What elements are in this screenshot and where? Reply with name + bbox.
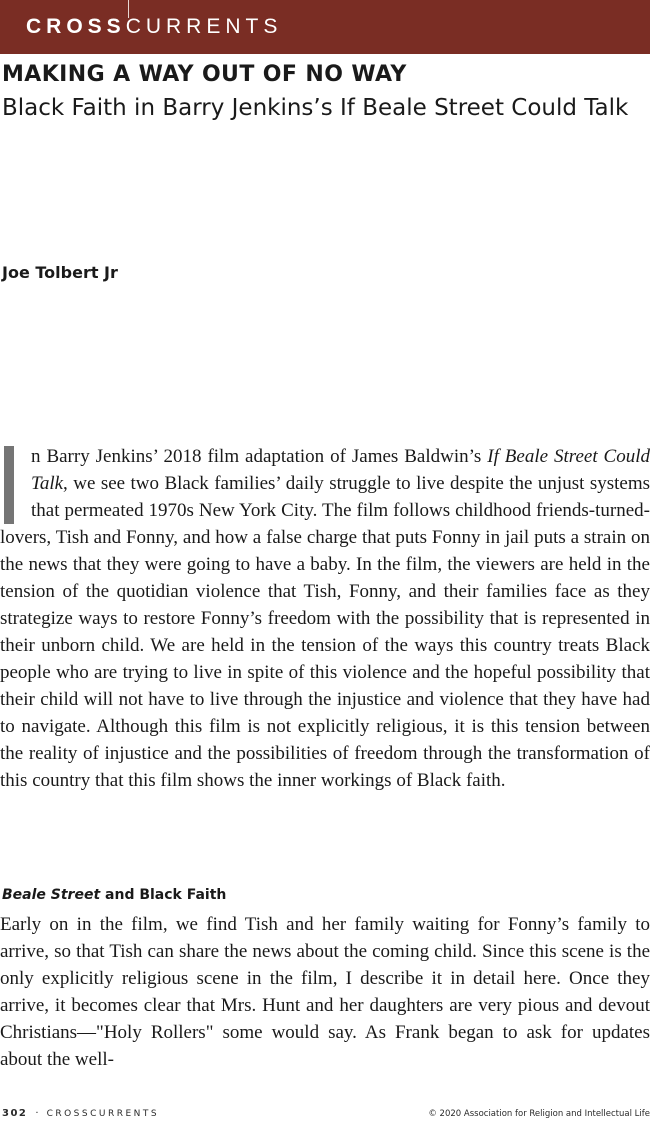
journal-header-banner bbox=[0, 0, 650, 54]
article-title: MAKING A WAY OUT OF NO WAY bbox=[2, 62, 407, 87]
journal-name bbox=[26, 16, 282, 37]
paragraph-1-start: n Barry Jenkins’ 2018 film adaptation of James Baldwin’s bbox=[31, 446, 488, 467]
footer-journal-name: CROSSCURRENTS bbox=[46, 1109, 160, 1119]
body-paragraph-2: Early on in the film, we find Tish and her family waiting for Fonny’s family to arrive, so that Tish can share the news about the coming child. Since this scene is the only explicitly religious scene in the film, I describe it in detail here. Once they arrive, it becomes clear that Mrs. Hunt and her daughters are very pious and devout Christians—"Holy Rollers" some would say. As Frank began to ask for updates about the well- bbox=[0, 914, 650, 1070]
film-title: If Beale Street Could Talk bbox=[31, 446, 650, 494]
section-heading-rest: and Black Faith bbox=[100, 887, 227, 903]
drop-cap-i bbox=[4, 446, 14, 524]
footer-separator: · bbox=[35, 1108, 39, 1119]
journal-name-bold: CROSS bbox=[26, 15, 126, 38]
page-number: 302 bbox=[2, 1108, 28, 1119]
body-paragraph-1 bbox=[0, 443, 650, 794]
paragraph-1-rest: , we see two Black families’ daily struggle to live despite the unjust systems that permeated 1970s New York City. The film follows childhood friends-turned-lovers, Tish and Fonny, and how a false charge that puts Fonny in jail puts a strain on the news that they were going to have a baby. In the film, the viewers are held in the tension of the quotidian violence that Tish, Fonny, and their families face as they strategize ways to restore Fonny’s freedom with the possibility that is represented in their unborn child. We are held in the tension of the ways this country treats Black people who are trying to live in spite of this violence and the hopeful possibility that their child will not have to live through the injustice and violence that they have had to navigate. Although this film is not explicitly religious, it is this tension between the reality of injustice and the possibilities of freedom through the transformation of this country that this film shows the inner workings of Black faith. bbox=[0, 473, 650, 791]
page-footer bbox=[2, 1108, 159, 1120]
copyright-notice: © 2020 Association for Religion and Intellectual Life bbox=[428, 1109, 650, 1119]
section-heading bbox=[2, 886, 226, 904]
journal-name-light: CURRENTS bbox=[125, 15, 283, 38]
article-subtitle: Black Faith in Barry Jenkins’s If Beale Street Could Talk bbox=[2, 95, 629, 121]
author-name: Joe Tolbert Jr bbox=[2, 263, 118, 282]
section-heading-italic: Beale Street bbox=[2, 887, 101, 903]
